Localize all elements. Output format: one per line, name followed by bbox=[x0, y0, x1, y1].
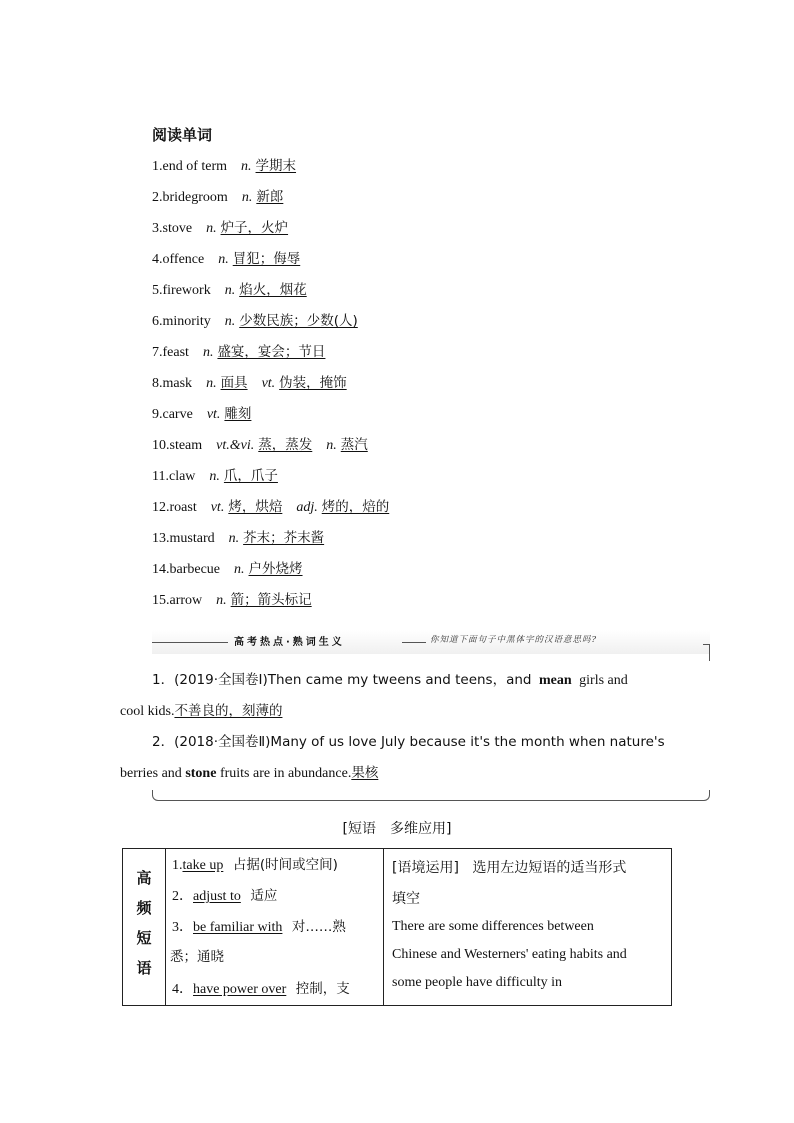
vocab-meaning: 箭；箭头标记 bbox=[230, 592, 312, 608]
part-of-speech: n. bbox=[241, 159, 252, 174]
vocab-item bbox=[152, 154, 572, 185]
header-rule bbox=[152, 642, 228, 643]
vocab-item bbox=[152, 526, 572, 557]
vocab-item bbox=[152, 402, 572, 433]
label-char: 短 bbox=[136, 929, 152, 947]
part-of-speech: vt. bbox=[210, 500, 225, 515]
phrase-item: 2．adjust to 适应 bbox=[172, 888, 278, 904]
phrase-item-continued: 悉；通晓 bbox=[170, 949, 224, 965]
vocab-word: 4.offence bbox=[152, 252, 205, 267]
context-heading-line2: 填空 bbox=[392, 891, 420, 907]
vocab-word: 15.arrow bbox=[152, 593, 203, 608]
question-2-line1: 2．(2018·全国卷Ⅱ)Many of us love July because it's the month when nature's bbox=[152, 734, 665, 750]
part-of-speech: n. bbox=[224, 283, 236, 298]
vocab-word: 3.stove bbox=[152, 221, 193, 236]
part-of-speech: adj. bbox=[296, 500, 318, 515]
vocab-word: 9.carve bbox=[152, 407, 193, 422]
section-title: 阅读单词 bbox=[152, 126, 213, 144]
phrase-table bbox=[122, 848, 672, 1006]
part-of-speech: n. bbox=[241, 190, 253, 205]
part-of-speech: vt. bbox=[206, 407, 221, 422]
part-of-speech: n. bbox=[228, 531, 240, 546]
vocab-item bbox=[152, 371, 572, 402]
phrase-item: 3．be familiar with 对……熟 bbox=[172, 919, 346, 935]
vocab-meaning: 面具 bbox=[220, 375, 248, 391]
vocab-word: 11.claw bbox=[152, 469, 196, 484]
vocab-word: 14.barbecue bbox=[152, 562, 221, 577]
vocab-item bbox=[152, 557, 572, 588]
box-corner bbox=[703, 644, 710, 661]
part-of-speech: n. bbox=[206, 376, 217, 391]
vocab-item bbox=[152, 495, 572, 526]
vocab-meaning: 学期末 bbox=[255, 158, 297, 174]
question-1-line1: 1．(2019·全国卷Ⅰ)Then came my tweens and teens，and mean girls and bbox=[152, 672, 628, 688]
phrase-item: 1.take up 占据(时间或空间) bbox=[172, 857, 338, 873]
header-rule bbox=[402, 642, 426, 643]
vocab-item bbox=[152, 433, 572, 464]
vocab-item bbox=[152, 216, 572, 247]
vocab-meaning: 少数民族；少数(人) bbox=[239, 313, 358, 329]
part-of-speech: n. bbox=[209, 469, 220, 484]
box-bottom-border bbox=[152, 790, 710, 801]
vocab-meaning: 新郎 bbox=[256, 189, 284, 205]
answer: 不善良的，刻薄的 bbox=[174, 703, 283, 719]
label-char: 语 bbox=[136, 959, 152, 977]
vocab-item bbox=[152, 340, 572, 371]
phrase-item: 4．have power over 控制，支 bbox=[172, 981, 350, 997]
vocab-item bbox=[152, 278, 572, 309]
bold-word: stone bbox=[185, 766, 217, 781]
vocab-item bbox=[152, 588, 572, 619]
vocab-word: 10.steam bbox=[152, 438, 203, 453]
context-heading: [语境运用] 选用左边短语的适当形式 bbox=[392, 860, 627, 876]
vocab-meaning: 烤，烘焙 bbox=[228, 499, 283, 515]
part-of-speech: n. bbox=[206, 221, 217, 236]
part-of-speech: n. bbox=[224, 314, 236, 329]
vocab-meaning: 雕刻 bbox=[224, 406, 252, 422]
vocab-word: 6.minority bbox=[152, 314, 211, 329]
phrase-heading: [短语 多维应用] bbox=[342, 821, 452, 837]
vocab-word: 13.mustard bbox=[152, 531, 215, 546]
context-text-line: There are some differences between bbox=[392, 919, 594, 934]
vocab-item bbox=[152, 247, 572, 278]
part-of-speech: vt. bbox=[261, 376, 276, 391]
vocab-word: 7.feast bbox=[152, 345, 189, 360]
answer: 果核 bbox=[351, 765, 379, 781]
hot-topic-hint: 你知道下面句子中黑体字的汉语意思吗? bbox=[430, 635, 598, 645]
hot-topic-header bbox=[152, 630, 710, 654]
vocab-word: 12.roast bbox=[152, 500, 197, 515]
hot-topic-box bbox=[120, 628, 710, 804]
question-1-line2: cool kids.不善良的，刻薄的 bbox=[120, 703, 283, 719]
vocab-meaning: 蒸，蒸发 bbox=[258, 437, 313, 453]
question-2-line2: berries and stone fruits are in abundance.果核 bbox=[120, 765, 379, 781]
hot-topic-title: 高考热点·熟词生义 bbox=[234, 637, 345, 648]
part-of-speech: vt.&vi. bbox=[216, 438, 255, 453]
vocab-meaning: 冒犯；侮辱 bbox=[232, 251, 301, 267]
vocab-meaning: 蒸汽 bbox=[340, 437, 368, 453]
vocab-meaning: 伪装，掩饰 bbox=[279, 375, 347, 391]
vocab-meaning: 爪，爪子 bbox=[223, 468, 278, 484]
vocab-meaning: 焰火，烟花 bbox=[239, 282, 307, 298]
context-text-line: some people have difficulty in bbox=[392, 975, 563, 990]
vocab-meaning: 户外烧烤 bbox=[248, 561, 303, 577]
context-column bbox=[384, 849, 671, 1005]
phrases-column bbox=[166, 849, 384, 1005]
label-char: 频 bbox=[136, 899, 152, 917]
part-of-speech: n. bbox=[202, 345, 214, 360]
part-of-speech: n. bbox=[326, 438, 337, 453]
part-of-speech: n. bbox=[216, 593, 227, 608]
vocab-list bbox=[152, 154, 572, 619]
vocab-word: 8.mask bbox=[152, 376, 193, 391]
vocab-meaning: 烤的，焙的 bbox=[321, 499, 390, 515]
vocab-word: 2.bridegroom bbox=[152, 190, 228, 205]
bold-word: mean bbox=[539, 673, 572, 688]
vocab-meaning: 盛宴，宴会；节日 bbox=[217, 344, 326, 360]
label-column bbox=[123, 849, 166, 1005]
vocab-meaning: 炉子，火炉 bbox=[220, 220, 289, 236]
vocab-item bbox=[152, 309, 572, 340]
part-of-speech: n. bbox=[234, 562, 245, 577]
vocab-meaning: 芥末；芥末酱 bbox=[243, 530, 325, 546]
vocab-word: 5.firework bbox=[152, 283, 211, 298]
vocab-item bbox=[152, 185, 572, 216]
part-of-speech: n. bbox=[218, 252, 229, 267]
vocab-item bbox=[152, 464, 572, 495]
vocab-word: 1.end of term bbox=[152, 159, 228, 174]
label-char: 高 bbox=[136, 869, 152, 887]
context-text-line: Chinese and Westerners' eating habits and bbox=[392, 947, 627, 962]
context-tag: [语境运用] bbox=[392, 860, 459, 876]
